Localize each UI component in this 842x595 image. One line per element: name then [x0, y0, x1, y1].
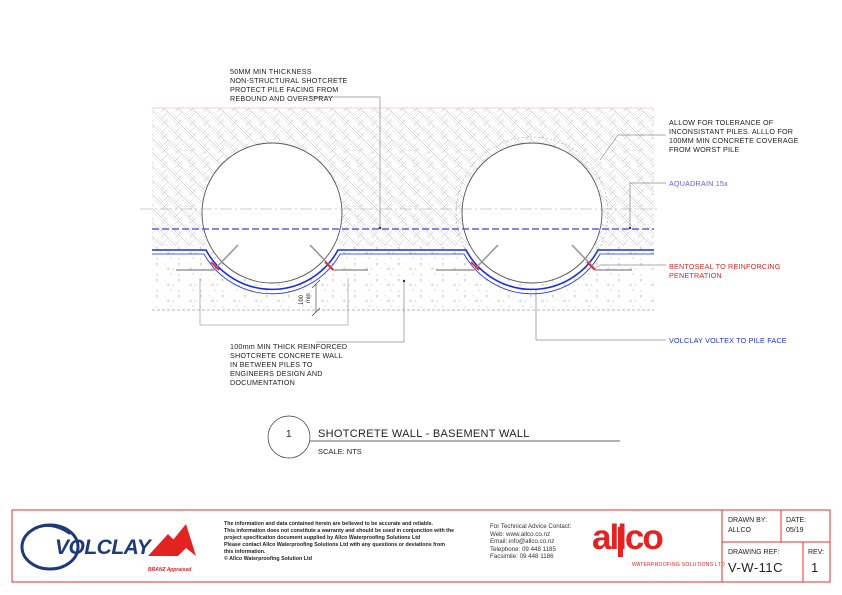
pile-left	[202, 143, 342, 283]
dimension-value: 100	[299, 294, 305, 305]
drawn-by-label: DRAWN BY:	[728, 517, 768, 524]
detail-number: 1	[286, 429, 292, 440]
note-wall: 100mm MIN THICK REINFORCED SHOTCRETE CONCRETE WALL IN BETWEEN PILES TO ENGINEERS DESIGN AND DOCUMENTATION	[230, 342, 348, 387]
allco-logo-text: allco	[592, 518, 662, 557]
date-value: 05/19	[786, 527, 804, 534]
rev-value: 1	[811, 560, 819, 575]
note-shotcrete-thickness: 50MM MIN THICKNESS NON-STRUCTURAL SHOTCRETE PROTECT PILE FACING FROM REBOUND AND OVERSPRAY	[230, 67, 348, 103]
dimension-unit: min	[306, 293, 312, 303]
drawing-ref-value: V-W-11C	[728, 560, 784, 575]
volclay-logo-text: VOLCLAY	[55, 536, 151, 559]
disclaimer-text: The information and data contained herein are believed to be accurate and reliable. This information does not constitute a warranty and should be used in conjunction with the project specification document supplied by Allco Waterproofing Solutions Ltd Please contact Allco Waterproofing Solutions Ltd with any questions or deviations from this information. © Allco Waterproofing Solution Ltd	[224, 521, 455, 562]
detail-scale: SCALE: NTS	[318, 447, 362, 456]
branz-logo	[148, 524, 196, 556]
detail-title: SHOTCRETE WALL - BASEMENT WALL	[318, 428, 530, 440]
date-label: DATE:	[786, 517, 807, 524]
drawn-by-value: ALLCO	[728, 527, 751, 534]
drawing-ref-label: DRAWING REF:	[728, 549, 780, 556]
allco-logo-subtitle: WATERPROOFING SOLUTIONS LTD	[632, 562, 726, 568]
branz-logo-text: BRANZ Appraised	[148, 567, 192, 573]
contact-info: For Technical Advice Contact: Web: www.allco.co.nz Email: info@allco.co.nz Telephone: 09 448 1185 Facsimile: 09 448 1186	[490, 523, 572, 561]
note-voltex: VOLCLAY VOLTEX TO PILE FACE	[669, 336, 787, 345]
rev-label: REV:	[808, 549, 825, 556]
note-bentoseal: BENTOSEAL TO REINFORCING PENETRATION	[669, 262, 781, 280]
note-aquadrain: AQUADRAIN 15x	[669, 179, 728, 188]
note-tolerance: ALLOW FOR TOLERANCE OF INCONSISTANT PILES. ALLLO FOR 100MM MIN CONCRETE COVERAGE FROM WORST PILE	[669, 118, 799, 154]
